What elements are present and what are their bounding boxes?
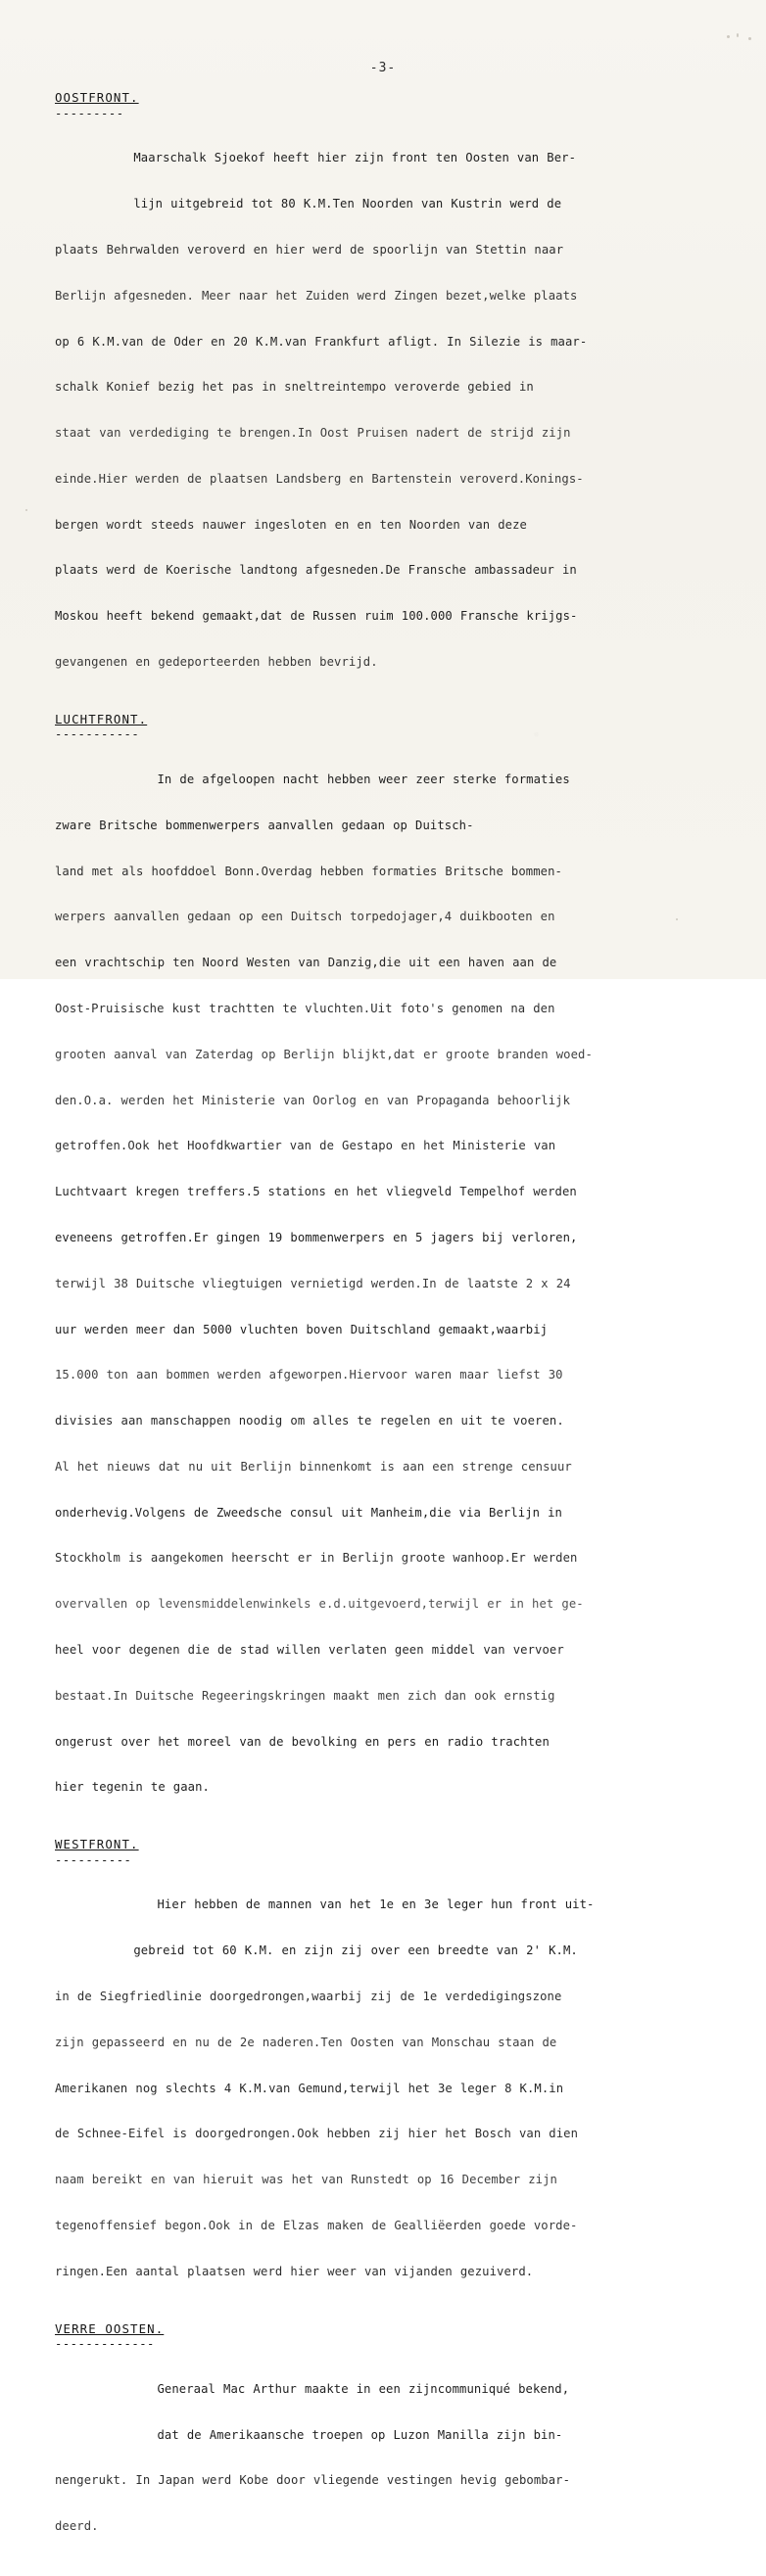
text-line: op 6 K.M.van de Oder en 20 K.M.van Frankfurt afligt. In Silezie is maar- [55, 334, 588, 349]
text-line: Luchtvaart kregen treffers.5 stations en het vliegveld Tempelhof werden [55, 1185, 577, 1199]
text-line: zijn gepasseerd en nu de 2e naderen.Ten Oosten van Monschau staan de [55, 2035, 557, 2049]
text-line: uur werden meer dan 5000 vluchten boven Duitschland gemaakt,waarbij [55, 1322, 549, 1336]
section-heading: OOSTFRONT. [55, 90, 139, 105]
text-line: Amerikanen nog slechts 4 K.M.van Gemund,terwijl het 3e leger 8 K.M.in [55, 2081, 564, 2095]
section-dash-rule: ------------- [55, 2337, 155, 2352]
text-line: 15.000 ton aan bommen werden afgeworpen.Hiervoor waren maar liefst 30 [55, 1368, 563, 1382]
text-line: Generaal Mac Arthur maakte in een zijncommuniqué bekend, [55, 2381, 570, 2396]
text-line: een vrachtschip ten Noord Westen van Danzig,die uit een haven aan de [55, 956, 557, 970]
document-body [55, 90, 713, 2576]
text-line: staat van verdediging te brengen.In Oost Pruisen nadert de strijd zijn [55, 426, 571, 441]
section-westfront [55, 1837, 713, 2310]
text-line: heel voor degenen die de stad willen verlaten geen middel van vervoer [55, 1642, 564, 1657]
text-line: schalk Konief bezig het pas in sneltreintempo veroverde gebied in [55, 380, 534, 395]
text-line: Moskou heeft bekend gemaakt,dat de Russen ruim 100.000 Fransche krijgs- [55, 609, 578, 624]
paper-speck [727, 35, 730, 38]
text-line: de Schnee-Eifel is doorgedrongen.Ook hebben zij hier het Bosch van dien [55, 2127, 579, 2141]
section-oostfront [55, 90, 713, 701]
text-line: ongerust over het moreel van de bevolking en pers en radio trachten [55, 1734, 550, 1749]
text-line: nengerukt. In Japan werd Kobe door vliegende vestingen hevig gebombar- [55, 2473, 571, 2488]
text-line: Berlijn afgesneden. Meer naar het Zuiden werd Zingen bezet,welke plaats [55, 288, 578, 303]
text-line: gevangenen en gedeporteerden hebben bevrijd. [55, 654, 378, 669]
section-dash-rule: ---------- [55, 1852, 132, 1867]
text-line: grooten aanval van Zaterdag op Berlijn blijkt,dat er groote branden woed- [55, 1047, 593, 1061]
text-line: in de Siegfriedlinie doorgedrongen,waarbij zij de 1e verdedigingszone [55, 1990, 562, 2004]
text-line: einde.Hier werden de plaatsen Landsberg en Bartenstein veroverd.Konings- [55, 471, 584, 486]
text-line: Hier hebben de mannen van het 1e en 3e leger hun front uit- [55, 1897, 595, 1912]
text-line: plaats Behrwalden veroverd en hier werd de spoorlijn van Stettin naar [55, 242, 564, 257]
text-line: overvallen op levensmiddelenwinkels e.d.uitgevoerd,terwijl er in het ge- [55, 1597, 584, 1612]
text-line: naam bereikt en van hieruit was het van Runstedt op 16 December zijn [55, 2173, 557, 2187]
section-paragraph [55, 120, 713, 701]
text-line: eveneens getroffen.Er gingen 19 bommenwerpers en 5 jagers bij verloren, [55, 1230, 578, 1244]
text-line: lijn uitgebreid tot 80 K.M.Ten Noorden van Kustrin werd de [55, 197, 562, 211]
section-dash-rule: ----------- [55, 727, 140, 742]
text-line: dat de Amerikaansche troepen op Luzon Manilla zijn bin- [55, 2427, 563, 2442]
paper-speck [737, 33, 739, 37]
section-heading: WESTFRONT. [55, 1837, 139, 1852]
text-line: ringen.Een aantal plaatsen werd hier weer van vijanden gezuiverd. [55, 2264, 534, 2278]
text-line: getroffen.Ook het Hoofdkwartier van de Gestapo en het Ministerie van [55, 1139, 556, 1153]
section-dash-rule: --------- [55, 106, 124, 120]
text-line: den.O.a. werden het Ministerie van Oorlog en van Propaganda behoorlijk [55, 1093, 571, 1107]
text-line: Stockholm is aangekomen heerscht er in Berlijn groote wanhoop.Er werden [55, 1551, 578, 1566]
text-line: tegenoffensief begon.Ook in de Elzas maken de Gealliëerden goede vorde- [55, 2218, 578, 2232]
text-line: land met als hoofddoel Bonn.Overdag hebben formaties Britsche bommen- [55, 864, 562, 878]
text-line: Oost-Pruisische kust trachtten te vluchten.Uit foto's genomen na den [55, 1002, 555, 1016]
paper-speck [25, 509, 27, 511]
text-line: hier tegenin te gaan. [55, 1780, 210, 1795]
text-line: Maarschalk Sjoekof heeft hier zijn front ten Oosten van Ber- [55, 151, 577, 165]
section-heading: LUCHTFRONT. [55, 711, 148, 726]
section-heading: VERRE OOSTEN. [55, 2320, 165, 2336]
text-line: werpers aanvallen gedaan op een Duitsch torpedojager,4 duikbooten en [55, 910, 555, 924]
text-line: terwijl 38 Duitsche vliegtuigen vernietigd werden.In de laatste 2 x 24 [55, 1276, 571, 1290]
text-line: onderhevig.Volgens de Zweedsche consul uit Manheim,die via Berlijn in [55, 1505, 562, 1520]
text-line: divisies aan manschappen noodig om alles te regelen en uit te voeren. [55, 1414, 564, 1429]
text-line: deerd. [55, 2519, 99, 2534]
section-paragraph [55, 1867, 713, 2310]
text-line: gebreid tot 60 K.M. en zijn zij over een breedte van 2' K.M. [55, 1944, 578, 1958]
section-luchtfront [55, 712, 713, 1826]
section-verre-oosten [55, 2321, 713, 2566]
text-line: zware Britsche bommenwerpers aanvallen gedaan op Duitsch- [55, 818, 474, 832]
text-line: plaats werd de Koerische landtong afgesneden.De Fransche ambassadeur in [55, 563, 577, 578]
page-number: -3- [369, 61, 397, 75]
text-line: bestaat.In Duitsche Regeeringskringen maakt men zich dan ook ernstig [55, 1688, 555, 1703]
text-line: bergen wordt steeds nauwer ingesloten en en ten Noorden van deze [55, 517, 527, 532]
paper-speck [748, 37, 751, 40]
text-line: In de afgeloopen nacht hebben weer zeer sterke formaties [55, 773, 570, 787]
section-paragraph [55, 742, 713, 1826]
section-paragraph [55, 2352, 713, 2565]
text-line: Al het nieuws dat nu uit Berlijn binnenkomt is aan een strenge censuur [55, 1459, 572, 1474]
